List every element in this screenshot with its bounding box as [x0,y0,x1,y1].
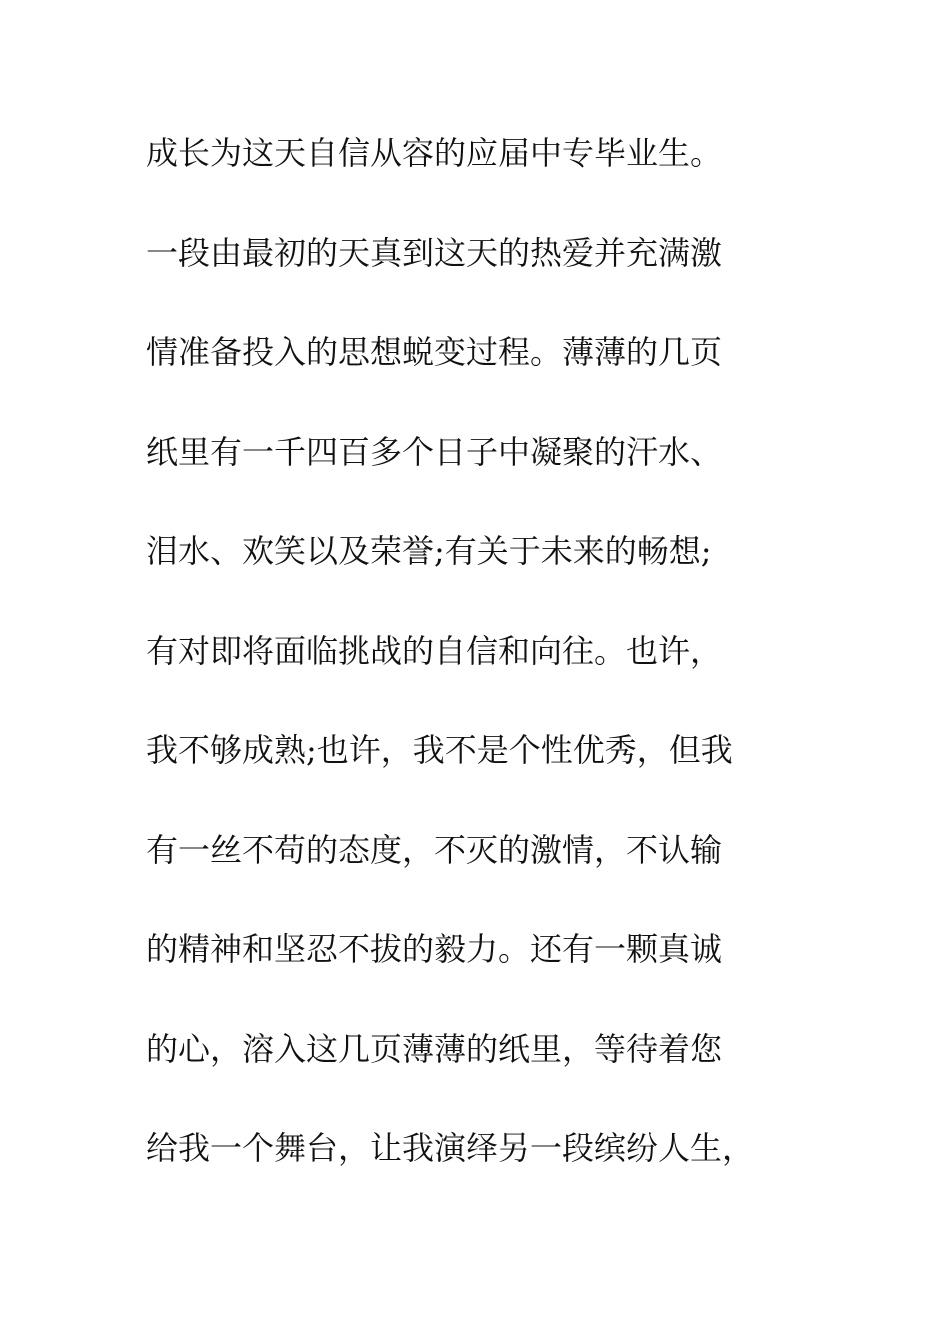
text-line: 成长为这天自信从容的应届中专毕业生。 [146,134,723,172]
text-line: 我不够成熟;也许，我不是个性优秀，但我 [146,731,733,769]
text-line: 给我一个舞台，让我演绎另一段缤纷人生， [146,1129,755,1167]
body-text [146,127,826,1222]
text-line: 的精神和坚忍不拔的毅力。还有一颗真诚 [146,930,723,968]
text-line: 情准备投入的思想蜕变过程。薄薄的几页 [146,333,723,371]
text-line: 的心，溶入这几页薄薄的纸里，等待着您 [146,1029,723,1068]
text-line: 纸里有一千四百多个日子中凝聚的汗水、 [146,432,723,471]
text-line: 有对即将面临挑战的自信和向往。也许， [146,631,723,670]
text-line: 泪水、欢笑以及荣誉;有关于未来的畅想; [146,532,712,570]
text-line: 一段由最初的天真到这天的热爱并充满激 [146,233,723,272]
text-line: 有一丝不苟的态度，不灭的激情，不认输 [146,830,723,869]
